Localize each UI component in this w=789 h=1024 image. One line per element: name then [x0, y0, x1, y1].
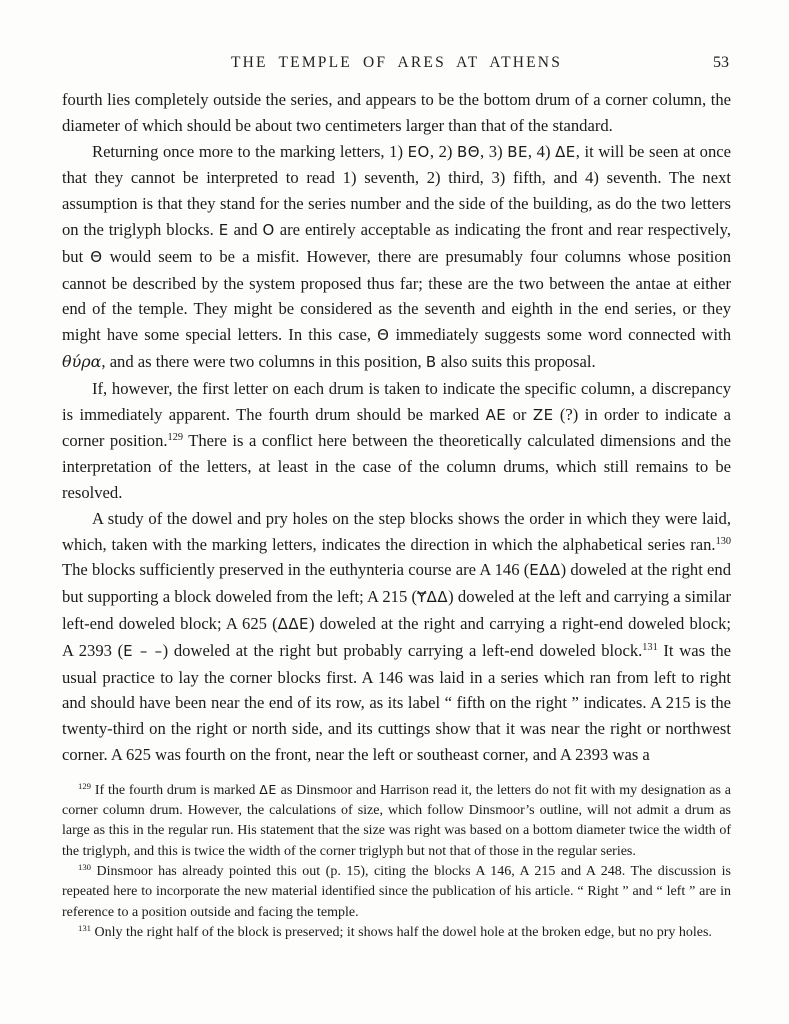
- text-run: There is a conflict here between the theoretically calculated dimensions and the interpretation of the letters, at least in the case of the column drums, which still remains to be resolved.: [62, 431, 731, 502]
- epigraphic-letters: E – –: [123, 641, 163, 660]
- text-run: If, however, the first letter on each drum is taken to indicate the specific column, a discrepancy is immediately apparent. The fourth drum should be marked: [62, 378, 731, 424]
- text-run: A study of the dowel and pry holes on the step blocks shows the order in which they were laid, which, taken with the marking letters, indicates the direction in which the alphabetical series ran.: [62, 508, 731, 554]
- epigraphic-letters: ɎΔΔ: [417, 588, 449, 607]
- text-run: fourth lies completely outside the series, and appears to be the bottom drum of a corner column, the diameter of which should be about two centimeters larger than that of the standard.: [62, 90, 731, 135]
- epigraphic-letters: BΘ: [457, 142, 481, 161]
- footnote-ref: 129: [167, 432, 183, 444]
- text-run: , and as there were two columns in this position,: [101, 351, 426, 371]
- text-run: ) doweled at the right but probably carrying a left-end doweled block.: [162, 640, 643, 660]
- epigraphic-letters: Θ: [90, 247, 103, 266]
- paragraph: [62, 139, 731, 376]
- epigraphic-letters: Θ: [377, 326, 390, 345]
- paragraph: [62, 87, 731, 139]
- footnote-ref: 131: [642, 641, 658, 653]
- text-run: ) doweled at the left and carrying a similar left-end doweled block; A 625 (: [62, 587, 732, 633]
- paragraph: [62, 506, 731, 768]
- text-run: Returning once more to the marking letters, 1): [92, 141, 408, 161]
- epigraphic-letters: B: [425, 352, 437, 371]
- text-run: The blocks sufficiently preserved in the euthynteria course are A 146 (: [62, 560, 530, 580]
- footnote-ref: 130: [78, 861, 92, 872]
- page-title: THE TEMPLE OF ARES AT ATHENS: [230, 54, 563, 71]
- footnote: [62, 780, 731, 862]
- text-run: immediately suggests some word connected with: [389, 325, 731, 345]
- text-run: ) doweled at the right and carrying a right-end doweled block; A 2393 (: [62, 613, 731, 660]
- greek-word: θύρα: [62, 351, 102, 371]
- footnote: [62, 862, 731, 923]
- epigraphic-letters: E: [218, 220, 229, 239]
- text-run: , 2): [429, 141, 457, 161]
- text-run: would seem to be a misfit. However, there are presumably four columns whose position cannot be described by the system proposed thus far; these are the two between the antae at either end of the temple. They might be considered as the seventh and eighth in the end series, or they might have some special letters. In this case,: [62, 246, 731, 345]
- body-text: [62, 87, 731, 768]
- epigraphic-letters: O: [262, 220, 275, 239]
- text-run: are entirely acceptable as indicating the front and rear respectively, but: [62, 219, 731, 266]
- epigraphic-letters: ΔΔE: [277, 614, 309, 633]
- text-run: , it will be seen at once that they cannot be interpreted to read 1) seventh, 2) third, 3) fifth, and 4) seventh. The next assumption is that they stand for the series number and the side of the building, as do the two letters on the triglyph blocks.: [62, 141, 731, 239]
- footnote-ref: 130: [715, 535, 731, 547]
- epigraphic-letters: BE: [507, 142, 528, 161]
- text-run: If the fourth drum is marked: [91, 782, 260, 798]
- text-run: Dinsmoor has already pointed this out (p. 15), citing the blocks A 146, A 215 and A 248. The discussion is repeated here to incorporate the new material identified since the publication of his article. “ Right ” and “ left ” are in reference to a position outside and facing the temple.: [62, 863, 731, 920]
- text-run: ) doweled at the right end but supporting a block doweled from the left; A 215 (: [62, 560, 731, 607]
- text-run: It was the usual practice to lay the corner blocks first. A 146 was laid in a series which ran from left to right and should have been near the end of its row, as its label “ fifth on the right ” indicates. A 215 is the twenty-third on the right or north side, and its cuttings show that it was near the right or northwest corner. A 625 was fourth on the front, near the left or southeast corner, and A 2393 was a: [62, 640, 732, 764]
- footnote-ref: 131: [78, 922, 92, 933]
- epigraphic-letters: ΔE: [259, 781, 277, 797]
- footnotes: [62, 780, 731, 943]
- epigraphic-letters: EΔΔ: [529, 561, 561, 580]
- paragraph: [62, 376, 731, 506]
- text-run: as Dinsmoor and Harrison read it, the letters do not fit with my designation as a corner column drum. However, the calculations of size, which follow Dinsmoor’s outline, will not admit a drum as large as this in the regular run. His statement that the size was right was based on a bottom diameter twice the width of the triglyph, and this is twice the width of the corner triglyph but not that of those in the regular series.: [62, 782, 732, 859]
- epigraphic-letters: ΔE: [555, 142, 576, 161]
- page-content: [62, 87, 731, 943]
- footnote-ref: 129: [78, 780, 92, 791]
- epigraphic-letters: EO: [407, 142, 430, 161]
- text-run: , 4): [527, 141, 556, 161]
- page-number: 53: [713, 54, 729, 71]
- running-head: [62, 54, 731, 76]
- footnote: [62, 923, 731, 943]
- text-run: and: [228, 219, 263, 239]
- epigraphic-letters: AE: [485, 405, 507, 424]
- text-run: also suits this proposal.: [436, 351, 596, 371]
- epigraphic-letters: ZE: [532, 405, 554, 424]
- text-run: or: [506, 404, 533, 424]
- text-run: Only the right half of the block is preserved; it shows half the dowel hole at the broken edge, but no pry holes.: [91, 924, 712, 940]
- text-run: , 3): [480, 141, 508, 161]
- text-run: (?) in order to indicate a corner position.: [62, 404, 731, 451]
